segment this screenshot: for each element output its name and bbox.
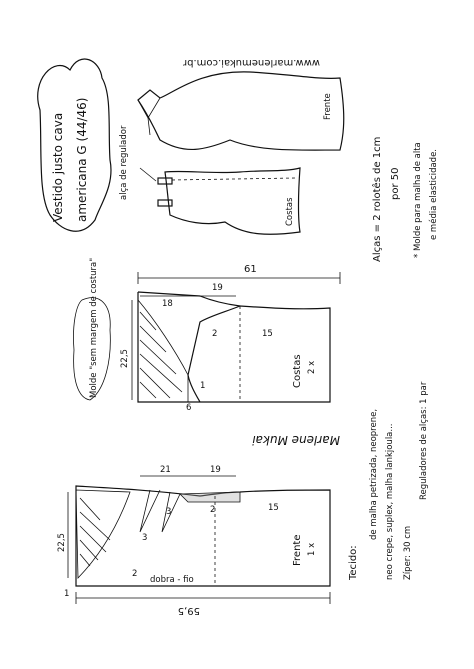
front-dart-1 bbox=[140, 490, 160, 532]
svg-text:por 50 bbox=[390, 168, 401, 200]
strap-regulator-2 bbox=[158, 200, 172, 206]
straps-line1: Alças = 2 rolotês de 1cm bbox=[372, 136, 383, 262]
svg-text:Costas bbox=[285, 197, 295, 226]
front-hatching bbox=[80, 498, 110, 566]
illustration-front-label: Frente bbox=[323, 93, 333, 120]
front-fold-label: dobra - fio bbox=[150, 575, 194, 585]
front-dim-top: 21 bbox=[160, 465, 171, 475]
back-dim-mid: 19 bbox=[212, 283, 223, 293]
svg-text:de malha petrizada, neoprene, bbox=[369, 409, 379, 540]
front-width-dimline bbox=[76, 592, 330, 604]
front-dim-f: 2 bbox=[132, 569, 138, 579]
fabric-notes bbox=[348, 381, 429, 581]
back-dim-b: 15 bbox=[262, 329, 273, 339]
back-dim-c: 1 bbox=[200, 381, 206, 391]
illustration-loops-label: alça de regulador bbox=[119, 125, 129, 200]
mold-line1: * Molde para malha de alta bbox=[413, 142, 423, 258]
dress-back-zipper-line bbox=[172, 178, 296, 180]
svg-text:americana G (44/46) bbox=[75, 98, 89, 222]
dress-front-neck-strap bbox=[138, 98, 160, 135]
svg-text:alça de regulador bbox=[119, 125, 129, 200]
front-dim-b: 15 bbox=[268, 503, 279, 513]
strap-loop-arrow bbox=[140, 168, 156, 181]
back-dim-a: 2 bbox=[212, 329, 218, 339]
front-dim-d: 3 bbox=[142, 533, 148, 543]
back-piece-name: Costas bbox=[292, 354, 303, 388]
straps-line2: por 50 bbox=[390, 167, 401, 200]
back-dim-top: 18 bbox=[162, 299, 173, 309]
svg-text:Frente bbox=[323, 93, 333, 120]
dress-back-outline bbox=[165, 168, 300, 234]
front-dim-len: 22,5 bbox=[57, 533, 67, 552]
svg-text:Molde "sem margem de costura" bbox=[89, 258, 99, 398]
front-piece-name: Frente bbox=[292, 534, 303, 566]
mold-line2: e média elasticidade. bbox=[429, 149, 439, 240]
website-text: www.marlenemukai.com.br bbox=[183, 57, 320, 68]
svg-text:2 x bbox=[307, 361, 317, 374]
svg-text:* Molde para malha de alta bbox=[413, 142, 423, 258]
no-seam-note: Molde "sem margem de costura" bbox=[89, 257, 99, 398]
svg-text:Costas bbox=[292, 354, 303, 388]
svg-text:Alças = 2 rolotês de 1cm bbox=[371, 137, 383, 262]
svg-text:1 x bbox=[307, 543, 317, 556]
back-dim-width: 61 bbox=[244, 264, 257, 275]
front-shaded-band bbox=[180, 492, 240, 502]
back-dim-len: 22,5 bbox=[120, 349, 130, 368]
svg-text:Tecido: bbox=[348, 545, 359, 581]
regulators-note: Reguladores de alças: 1 par bbox=[419, 381, 429, 500]
dress-front-outline bbox=[138, 72, 344, 150]
front-dim-e: 1 bbox=[64, 589, 70, 599]
front-dim-c: 3 bbox=[166, 507, 172, 517]
svg-text:Zíper: 30 cm bbox=[403, 526, 413, 580]
fabric-label: Tecido: bbox=[348, 545, 359, 580]
svg-text:Vestido justo cava bbox=[51, 113, 65, 222]
back-top-edge bbox=[138, 292, 240, 306]
strap-notes bbox=[371, 137, 439, 262]
back-dim-d: 6 bbox=[186, 403, 192, 413]
fabric-line2: neo crepe, suplex, malha lankjoula... bbox=[385, 423, 395, 580]
back-width-dimline bbox=[138, 272, 340, 284]
fabric-line1: de malha petrizada, neoprene, bbox=[369, 408, 379, 540]
front-piece-count: 1 x bbox=[307, 542, 317, 556]
title-line2: americana G (44/46) bbox=[75, 97, 89, 222]
back-piece-count: 2 x bbox=[307, 360, 317, 374]
strap-regulator-1 bbox=[158, 178, 172, 184]
svg-text:22,5 bbox=[57, 533, 67, 552]
front-dim-width: 59,5 bbox=[177, 605, 200, 616]
dress-illustration bbox=[119, 72, 344, 234]
back-hatched-area bbox=[138, 300, 188, 402]
illustration-back-label: Costas bbox=[285, 197, 295, 226]
front-pattern-piece bbox=[57, 465, 330, 616]
svg-text:neo crepe, suplex, malha lankj bbox=[385, 424, 395, 581]
back-hatching bbox=[140, 312, 182, 398]
svg-text:e média elasticidade. bbox=[428, 149, 439, 240]
front-dim-mid: 19 bbox=[210, 465, 221, 475]
svg-text:Frente bbox=[292, 535, 303, 566]
signature: Marlene Mukai bbox=[252, 433, 340, 447]
title-line1: Vestido justo cava bbox=[51, 112, 65, 222]
zipper-note: Zíper: 30 cm bbox=[403, 525, 413, 580]
svg-text:59,5 bbox=[178, 605, 200, 616]
svg-text:Reguladores de alças: 1 par bbox=[419, 381, 429, 500]
svg-text:22,5 bbox=[120, 349, 130, 368]
title-block bbox=[38, 59, 111, 231]
front-dim-a: 2 bbox=[210, 505, 216, 515]
back-pattern-piece bbox=[120, 264, 340, 413]
